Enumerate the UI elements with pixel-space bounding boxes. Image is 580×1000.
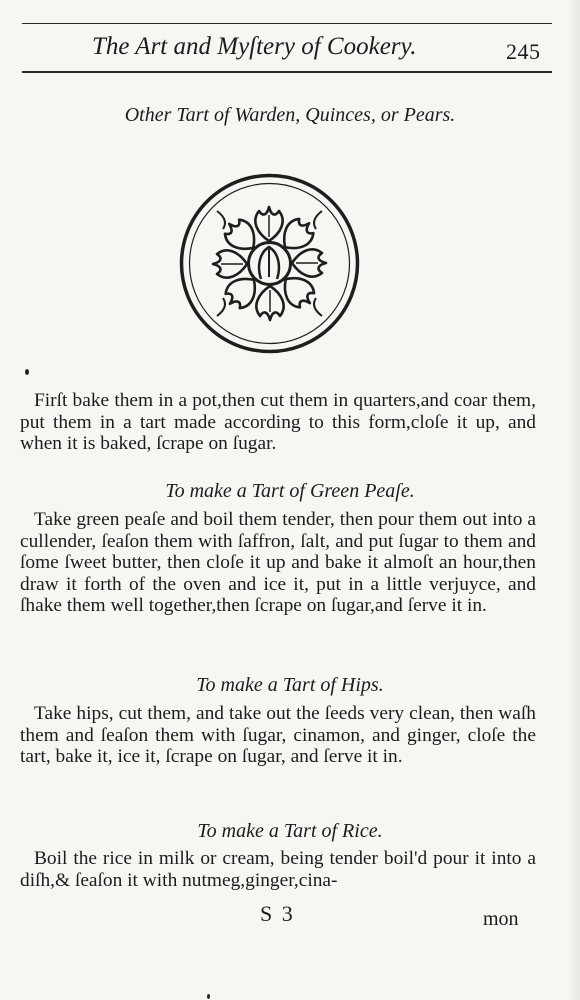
section-heading-warden: Other Tart of Warden, Quinces, or Pears. bbox=[124, 104, 456, 126]
page-number: 245 bbox=[506, 39, 541, 64]
ink-speck bbox=[207, 994, 210, 999]
tart-pattern-icon bbox=[177, 171, 362, 356]
recipe-text-rice bbox=[20, 848, 536, 891]
section-heading-rice: To make a Tart of Rice. bbox=[197, 820, 383, 842]
section-heading-green-pease: To make a Tart of Green Peaſe. bbox=[165, 480, 415, 502]
header-rule-bottom bbox=[22, 71, 552, 73]
recipe-text-hips bbox=[20, 703, 536, 768]
catchword: mon bbox=[483, 908, 519, 930]
recipe-body: Take green peaſe and boil them tender, then pour them out into a cullender, ſeaſon them with ſaffron, ſalt, and put ſugar to them and ſome ſweet butter, then cloſe it up and bake it almoſt an hour,then draw it forth of the oven and ice it, put in a little verjuyce, and ſhake them well together,then ſcrape on ſugar,and ſerve it in. bbox=[20, 509, 536, 616]
running-title: The Art and Myſtery of Cookery. bbox=[92, 33, 417, 60]
recipe-body: Boil the rice in milk or cream, being tender boil'd pour it into a diſh,& ſeaſon it with nutmeg,ginger,cina- bbox=[20, 848, 536, 891]
recipe-body: Take hips, cut them, and take out the ſeeds very clean, then waſh them and ſeaſon them with ſugar, cinamon, and ginger, cloſe the tart, bake it, ice it, ſcrape on ſugar, and ſerve it in. bbox=[20, 703, 536, 767]
recipe-text-green-pease bbox=[20, 509, 536, 617]
header-rule-top bbox=[22, 23, 552, 24]
signature-mark: S 3 bbox=[260, 901, 295, 926]
recipe-body: Firſt bake them in a pot,then cut them in quarters,and coar them, put them in a tart made according to this form,cloſe it up, and when it is baked, ſcrape on ſugar. bbox=[20, 390, 536, 454]
recipe-text-warden bbox=[20, 390, 536, 455]
section-heading-hips: To make a Tart of Hips. bbox=[196, 674, 384, 696]
ink-speck bbox=[25, 369, 29, 375]
